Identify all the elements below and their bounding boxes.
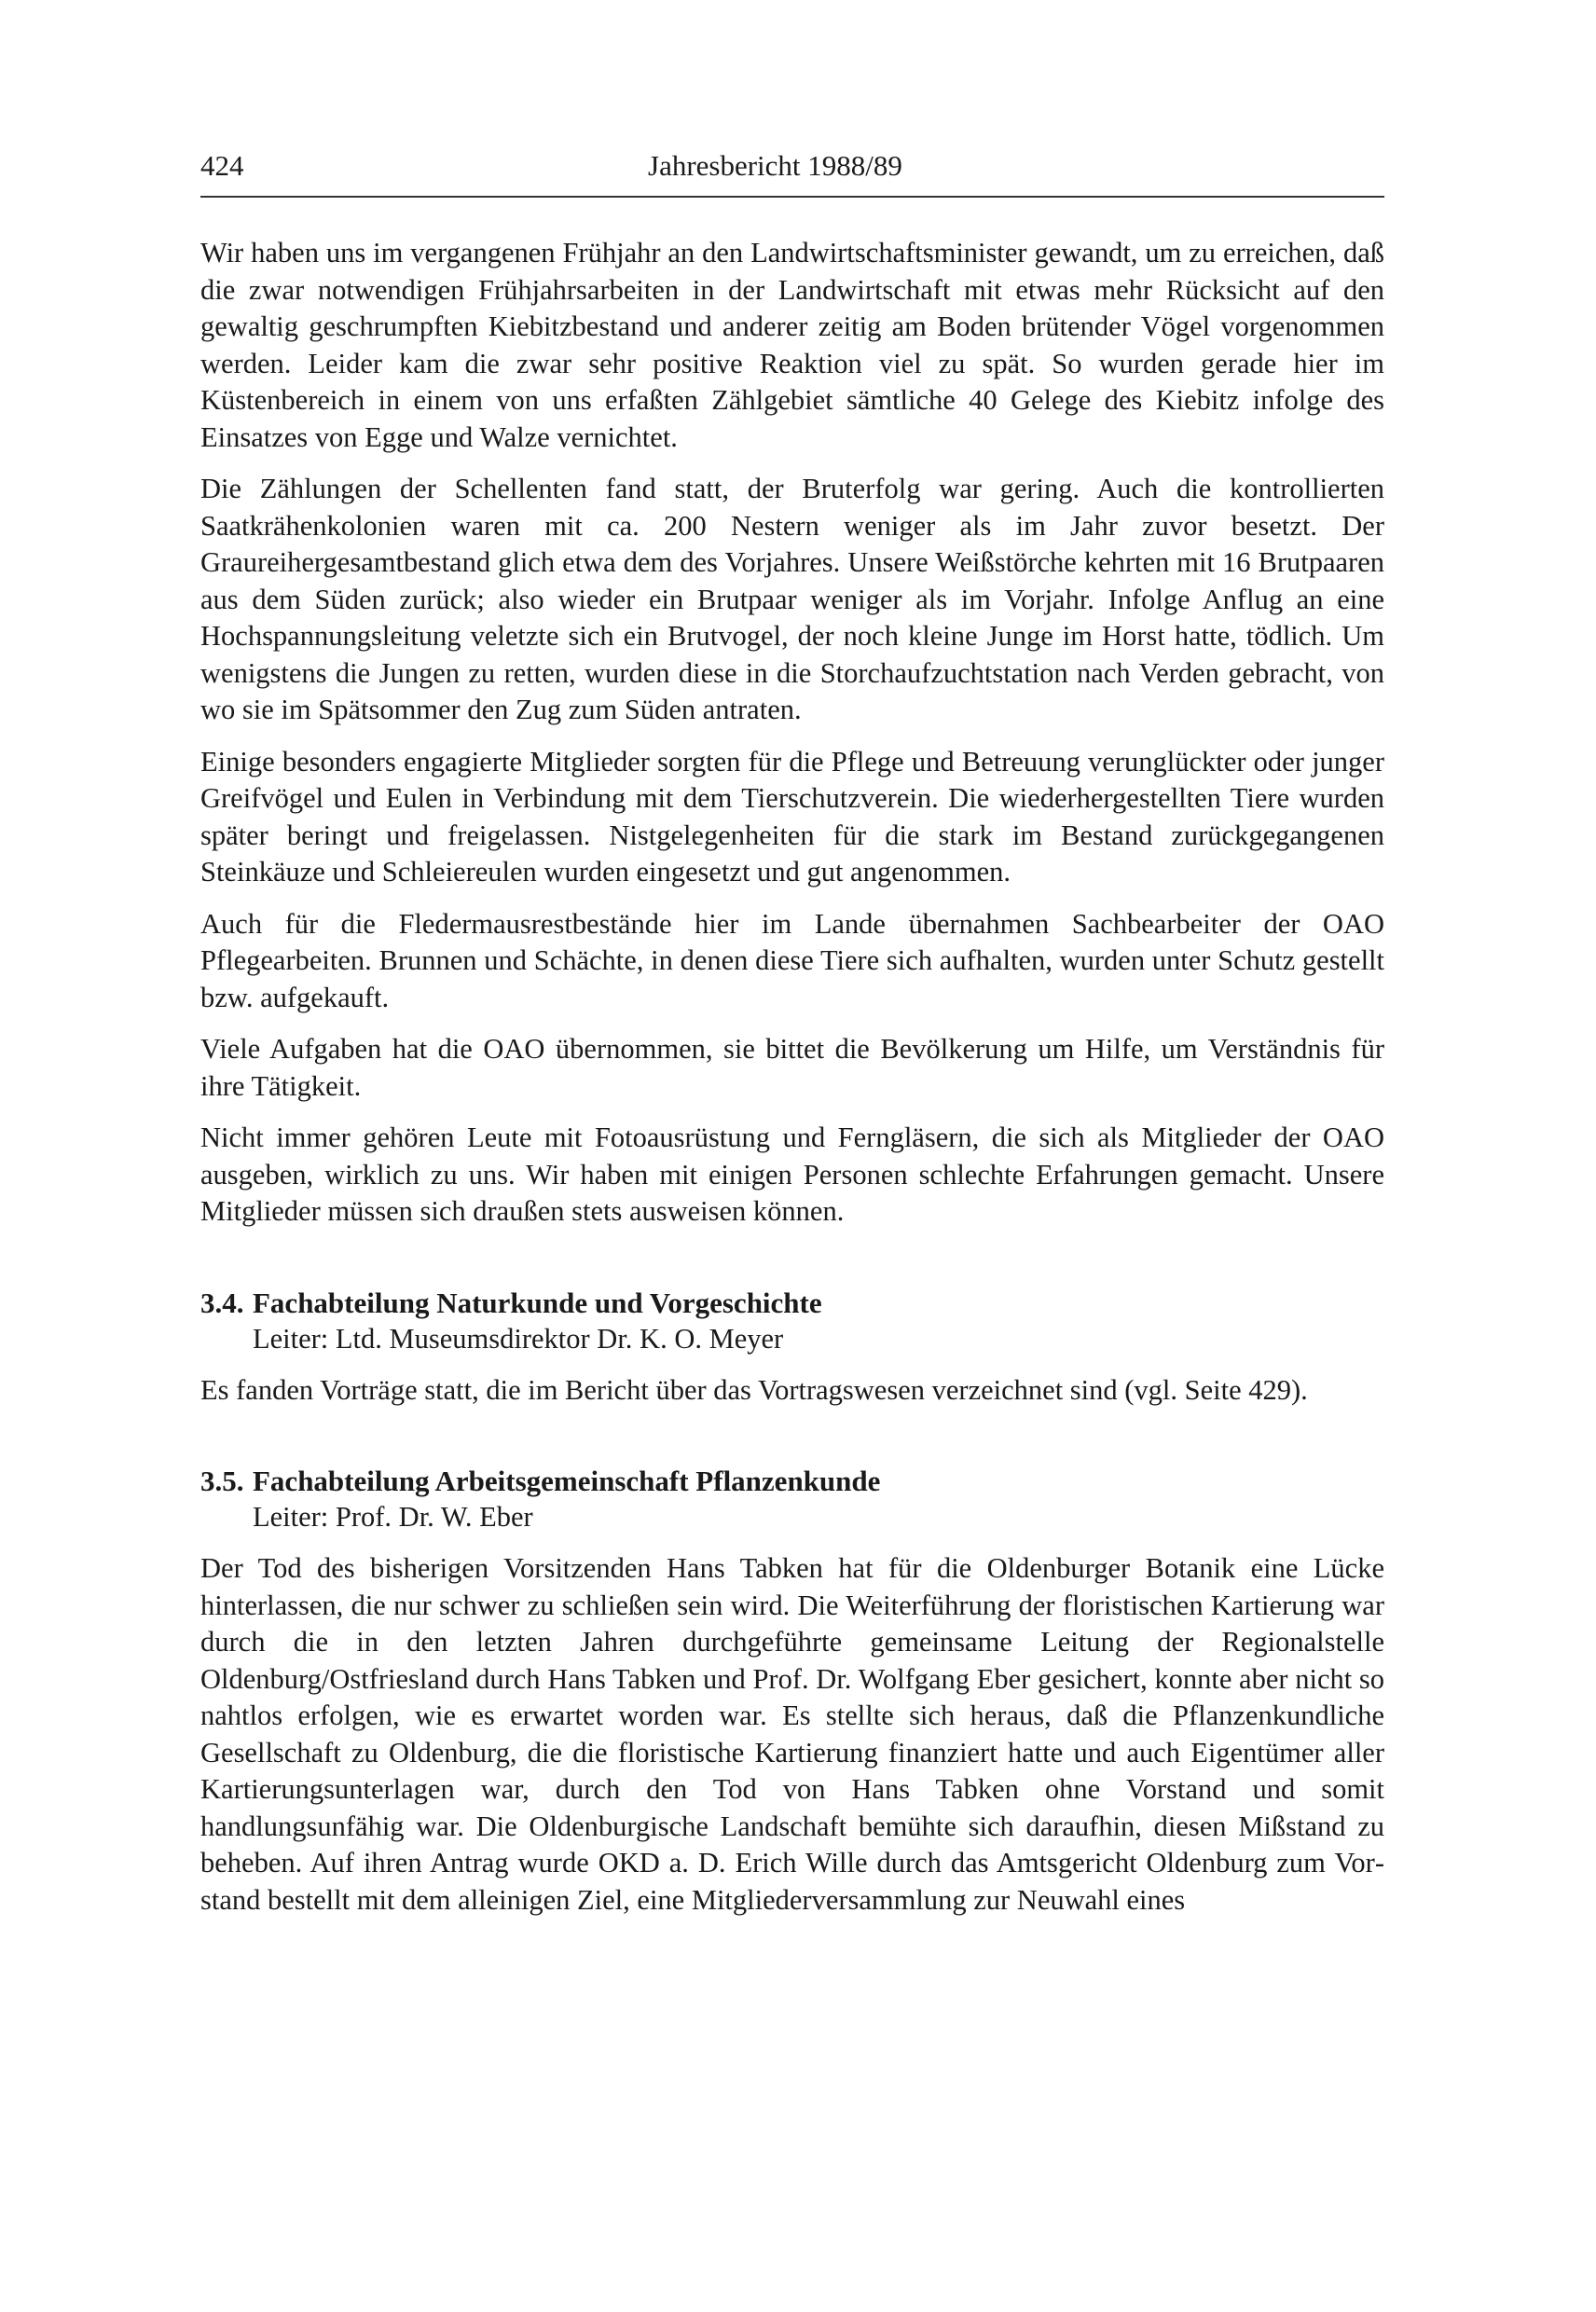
section-number: 3.5. — [200, 1465, 244, 1497]
paragraph: Auch für die Fledermausrestbestände hier im Lande übernahmen Sachbearbeiter der OAO Pflegearbeiten. Brunnen und Schächte, in denen diese Tiere sich aufhalten, wurden unter Schutz gestellt bzw. aufgekauft. — [200, 907, 1384, 1013]
section-heading — [200, 1285, 1384, 1321]
running-title: Jahresbericht 1988/89 — [648, 149, 902, 182]
section-leader: Leiter: Ltd. Museumsdirektor Dr. K. O. Meyer — [253, 1322, 784, 1355]
paragraph: Es fanden Vorträge statt, die im Bericht über das Vortragswesen verzeichnet sind (vgl. Seite 429). — [200, 1373, 1308, 1406]
section-number: 3.4. — [200, 1286, 244, 1319]
paragraph: Nicht immer gehören Leute mit Fotoausrüstung und Ferngläsern, die sich als Mitglieder der OAO ausgeben, wirklich zu uns. Wir haben mit einigen Personen schlechte Erfahrungen gemacht. Unsere Mitglieder müssen sich draußen stets ausweisen können. — [200, 1122, 1384, 1227]
paragraph: Wir haben uns im vergangenen Frühjahr an den Landwirtschaftsminister gewandt, um zu erreichen, daß die zwar notwendigen Frühjahrsarbeiten in der Landwirtschaft mit etwas mehr Rücksicht auf den gewaltig geschrumpften Kiebitzbestand und anderer zeitig am Boden brütender Vögel vorgenommen werden. Leider kam die zwar sehr positive Reaktion viel zu spät. So wurden gerade hier im Küstenbereich in einem von uns erfaßten Zählgebiet sämtliche 40 Gelege des Kiebitz infolge des Einsatzes von Egge und Walze vernichtet. — [200, 237, 1384, 453]
page-number: 424 — [200, 149, 244, 182]
section-leader: Leiter: Prof. Dr. W. Eber — [253, 1501, 533, 1533]
paragraph: Die Zählungen der Schellenten fand statt, der Bruterfolg war gering. Auch die kontrollierten Saatkrähenkolonien waren mit ca. 200 Nestern weniger als im Jahr zuvor besetzt. Der Graureihergesamtbestand glich etwa dem des Vorjahres. Unsere Weißstörche kehrten mit 16 Brutpaaren aus dem Süden zurück; also wieder ein Brutpaar weniger als im Vorjahr. Infolge Anflug an eine Hochspannungsleitung veletzte sich ein Brutvogel, der noch kleine Junge im Horst hatte, tödlich. Um wenigstens die Jungen zu retten, wurden diese in die Storchaufzuchtstation nach Verden gebracht, von wo sie im Spätsommer den Zug zum Süden antraten. — [200, 473, 1384, 725]
document-page — [200, 149, 1384, 1934]
section-3-4 — [200, 1285, 1384, 1410]
section-heading — [200, 1463, 1384, 1499]
paragraph: Viele Aufgaben hat die OAO übernommen, sie bittet die Bevölkerung um Hilfe, um Verständnis für ihre Tätigkeit. — [200, 1033, 1384, 1102]
section-title: Fachabteilung Arbeitsgemeinschaft Pflanzenkunde — [253, 1465, 881, 1497]
paragraph: Der Tod des bisherigen Vorsitzenden Hans Tabken hat für die Oldenburger Botanik eine Lücke hinterlassen, die nur schwer zu schließen sein wird. Die Weiterführung der floristischen Kartierung war durch die in den letzten Jahren durchgeführte gemeinsame Leitung der Regionalstelle Oldenburg/Ostfriesland durch Hans Tabken und Prof. Dr. Wolfgang Eber gesichert, konnte aber nicht so nahtlos erfolgen, wie es erwartet worden war. Es stellte sich heraus, daß die Pflanzenkundliche Gesellschaft zu Oldenburg, die die floristische Kartierung finanziert hatte und auch Eigentümer aller Kartierungsunterlagen war, durch den Tod von Hans Tabken ohne Vorstand und somit handlungsunfähig war. Die Oldenburgische Landschaft bemühte sich daraufhin, diesen Mißstand zu beheben. Auf ihren Antrag wurde OKD a. D. Erich Wille durch das Amtsgericht Oldenburg zum Vorstand bestellt mit dem alleinigen Ziel, eine Mitgliederversammlung zur Neuwahl eines — [200, 1552, 1384, 1916]
document-body — [200, 235, 1384, 1919]
page-header — [200, 149, 1384, 198]
section-title: Fachabteilung Naturkunde und Vorgeschichte — [253, 1286, 822, 1319]
paragraph: Einige besonders engagierte Mitglieder sorgten für die Pflege und Betreuung verunglückter oder junger Greifvögel und Eulen in Verbindung mit dem Tierschutzverein. Die wiederhergestellten Tiere wurden später beringt und freigelassen. Nistgelegenheiten für die stark im Bestand zurückgegangenen Steinkäuze und Schleiereulen wurden eingesetzt und gut angenommen. — [200, 745, 1384, 888]
section-3-5 — [200, 1463, 1384, 1919]
